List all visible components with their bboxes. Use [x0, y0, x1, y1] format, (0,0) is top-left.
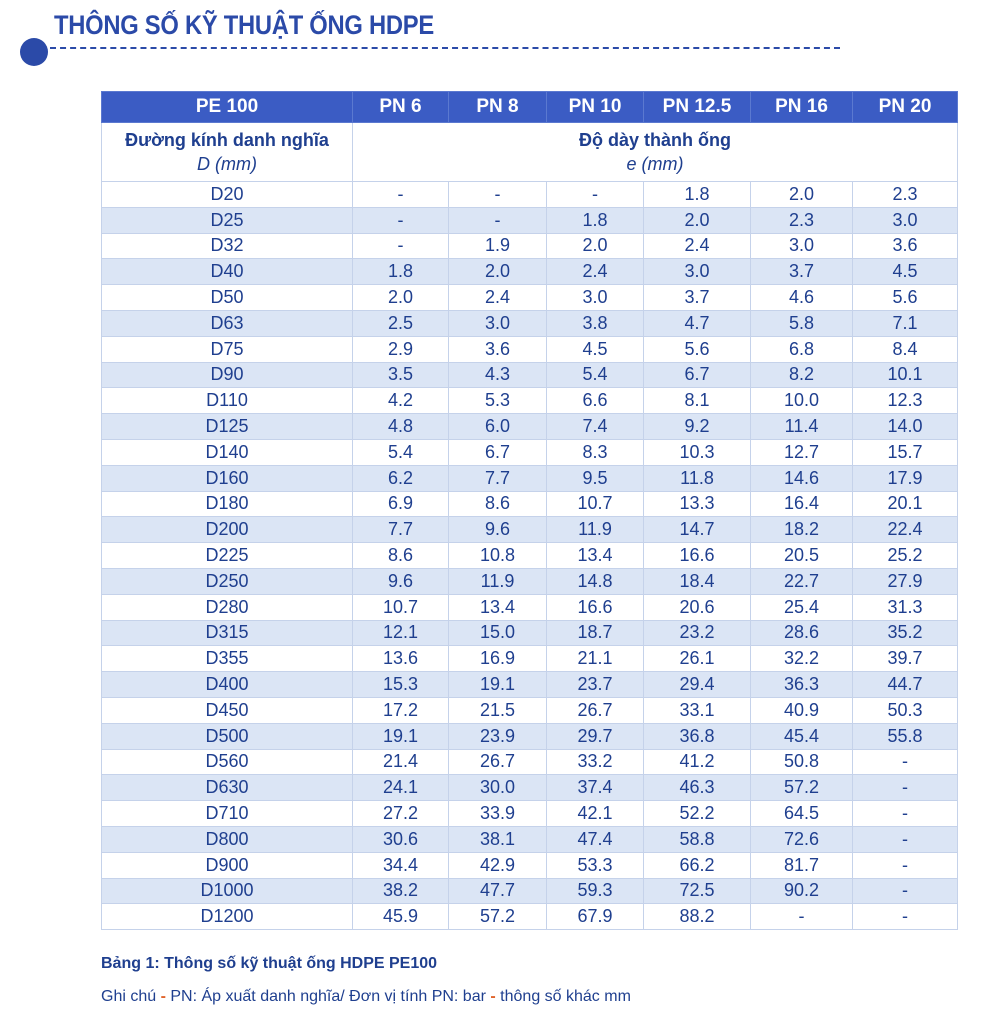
thickness-cell: - [547, 182, 644, 208]
thickness-cell: 3.0 [449, 310, 547, 336]
diameter-cell: D225 [102, 543, 353, 569]
diameter-cell: D25 [102, 207, 353, 233]
table-row [102, 646, 958, 672]
thickness-cell: 7.4 [547, 414, 644, 440]
table-row [102, 491, 958, 517]
thickness-cell: 42.1 [547, 801, 644, 827]
thickness-cell: 27.2 [353, 801, 449, 827]
table-row [102, 568, 958, 594]
thickness-cell: 24.1 [353, 775, 449, 801]
thickness-cell: 8.2 [751, 362, 853, 388]
thickness-cell: - [853, 801, 958, 827]
table-row [102, 259, 958, 285]
table-row [102, 362, 958, 388]
thickness-cell: 57.2 [751, 775, 853, 801]
thickness-cell: 32.2 [751, 646, 853, 672]
thickness-cell: 42.9 [449, 852, 547, 878]
thickness-cell: 8.6 [449, 491, 547, 517]
table-subheader-row [102, 123, 958, 182]
thickness-cell: 38.1 [449, 826, 547, 852]
thickness-cell: 10.1 [853, 362, 958, 388]
thickness-cell: 5.4 [353, 439, 449, 465]
diameter-cell: D75 [102, 336, 353, 362]
diameter-cell: D800 [102, 826, 353, 852]
thickness-cell: 14.8 [547, 568, 644, 594]
hdpe-spec-table [101, 91, 958, 930]
thickness-cell: - [449, 207, 547, 233]
pn-header: PN 20 [853, 92, 958, 123]
thickness-cell: 22.7 [751, 568, 853, 594]
thickness-cell: - [853, 904, 958, 930]
thickness-cell: 13.6 [353, 646, 449, 672]
diameter-cell: D50 [102, 285, 353, 311]
thickness-cell: 3.7 [644, 285, 751, 311]
thickness-cell: 29.4 [644, 672, 751, 698]
diameter-cell: D500 [102, 723, 353, 749]
thickness-cell: 31.3 [853, 594, 958, 620]
thickness-cell: 2.4 [644, 233, 751, 259]
table-row [102, 182, 958, 208]
diameter-cell: D200 [102, 517, 353, 543]
thickness-cell: 12.3 [853, 388, 958, 414]
thickness-cell: 33.2 [547, 749, 644, 775]
thickness-cell: 5.6 [644, 336, 751, 362]
table-header-row [102, 92, 958, 123]
table-row [102, 723, 958, 749]
thickness-cell: 19.1 [353, 723, 449, 749]
thickness-cell: 29.7 [547, 723, 644, 749]
material-header: PE 100 [102, 92, 353, 123]
thickness-cell: - [751, 904, 853, 930]
thickness-cell: 10.7 [353, 594, 449, 620]
thickness-cell: 16.9 [449, 646, 547, 672]
thickness-cell: 64.5 [751, 801, 853, 827]
thickness-cell: 9.6 [449, 517, 547, 543]
thickness-cell: 3.0 [547, 285, 644, 311]
thickness-cell: 26.1 [644, 646, 751, 672]
thickness-cell: 19.1 [449, 672, 547, 698]
thickness-cell: 2.0 [644, 207, 751, 233]
thickness-cell: 17.9 [853, 465, 958, 491]
thickness-cell: 22.4 [853, 517, 958, 543]
thickness-cell: 4.8 [353, 414, 449, 440]
thickness-cell: 23.9 [449, 723, 547, 749]
diameter-cell: D90 [102, 362, 353, 388]
table-row [102, 878, 958, 904]
thickness-cell: 5.4 [547, 362, 644, 388]
thickness-cell: 41.2 [644, 749, 751, 775]
thickness-unit: e (mm) [626, 154, 684, 174]
thickness-cell: 72.6 [751, 826, 853, 852]
thickness-cell: 33.9 [449, 801, 547, 827]
thickness-cell: 9.2 [644, 414, 751, 440]
thickness-cell: 46.3 [644, 775, 751, 801]
table-row [102, 233, 958, 259]
diameter-cell: D110 [102, 388, 353, 414]
thickness-cell: 1.9 [449, 233, 547, 259]
table-row [102, 672, 958, 698]
diameter-unit: D (mm) [197, 154, 257, 174]
thickness-cell: 2.3 [751, 207, 853, 233]
thickness-cell: 14.7 [644, 517, 751, 543]
thickness-cell: 4.6 [751, 285, 853, 311]
thickness-cell: 1.8 [353, 259, 449, 285]
thickness-cell: 3.0 [751, 233, 853, 259]
thickness-cell: 50.3 [853, 697, 958, 723]
thickness-cell: 18.7 [547, 620, 644, 646]
pn-header: PN 10 [547, 92, 644, 123]
diameter-cell: D450 [102, 697, 353, 723]
thickness-cell: 52.2 [644, 801, 751, 827]
thickness-cell: 10.8 [449, 543, 547, 569]
thickness-cell: 3.7 [751, 259, 853, 285]
thickness-cell: 37.4 [547, 775, 644, 801]
thickness-cell: 15.7 [853, 439, 958, 465]
table-row [102, 620, 958, 646]
thickness-cell: 2.0 [449, 259, 547, 285]
thickness-cell: 58.8 [644, 826, 751, 852]
title-underline [50, 47, 840, 49]
thickness-cell: - [353, 182, 449, 208]
thickness-cell: 66.2 [644, 852, 751, 878]
thickness-cell: 5.3 [449, 388, 547, 414]
thickness-cell: 15.3 [353, 672, 449, 698]
thickness-cell: 20.6 [644, 594, 751, 620]
table-row [102, 543, 958, 569]
thickness-cell: 7.7 [449, 465, 547, 491]
note-pn: PN: Áp xuất danh nghĩa/ Đơn vị tính PN: bar [170, 988, 486, 1005]
thickness-cell: 11.9 [449, 568, 547, 594]
thickness-cell: 3.6 [853, 233, 958, 259]
thickness-cell: 8.4 [853, 336, 958, 362]
table-row [102, 697, 958, 723]
thickness-cell: 4.3 [449, 362, 547, 388]
diameter-cell: D140 [102, 439, 353, 465]
thickness-cell: 88.2 [644, 904, 751, 930]
thickness-cell: 2.4 [547, 259, 644, 285]
thickness-cell: 2.3 [853, 182, 958, 208]
pn-header: PN 12.5 [644, 92, 751, 123]
diameter-cell: D900 [102, 852, 353, 878]
thickness-cell: 10.0 [751, 388, 853, 414]
table-row [102, 310, 958, 336]
thickness-cell: 3.8 [547, 310, 644, 336]
thickness-cell: 2.0 [547, 233, 644, 259]
thickness-cell: 25.2 [853, 543, 958, 569]
table-body [102, 182, 958, 930]
thickness-cell: 3.6 [449, 336, 547, 362]
thickness-cell: 72.5 [644, 878, 751, 904]
thickness-cell: 55.8 [853, 723, 958, 749]
thickness-cell: 4.5 [547, 336, 644, 362]
thickness-cell: 90.2 [751, 878, 853, 904]
diameter-cell: D315 [102, 620, 353, 646]
thickness-cell: 1.8 [644, 182, 751, 208]
thickness-cell: 36.3 [751, 672, 853, 698]
thickness-cell: 16.6 [547, 594, 644, 620]
thickness-cell: 23.7 [547, 672, 644, 698]
thickness-cell: 18.2 [751, 517, 853, 543]
thickness-cell: 30.0 [449, 775, 547, 801]
thickness-cell: - [853, 749, 958, 775]
note-other: thông số khác mm [500, 988, 631, 1005]
thickness-cell: 3.0 [853, 207, 958, 233]
diameter-cell: D125 [102, 414, 353, 440]
thickness-cell: 13.4 [547, 543, 644, 569]
thickness-cell: 2.4 [449, 285, 547, 311]
thickness-cell: 45.9 [353, 904, 449, 930]
thickness-cell: - [853, 878, 958, 904]
thickness-cell: 13.4 [449, 594, 547, 620]
thickness-cell: - [853, 826, 958, 852]
thickness-cell: 4.5 [853, 259, 958, 285]
thickness-cell: 6.2 [353, 465, 449, 491]
thickness-cell: 7.1 [853, 310, 958, 336]
diameter-cell: D280 [102, 594, 353, 620]
thickness-cell: 81.7 [751, 852, 853, 878]
thickness-cell: 26.7 [449, 749, 547, 775]
thickness-cell: 6.7 [644, 362, 751, 388]
thickness-cell: 25.4 [751, 594, 853, 620]
thickness-cell: 21.4 [353, 749, 449, 775]
diameter-cell: D20 [102, 182, 353, 208]
thickness-cell: 12.7 [751, 439, 853, 465]
thickness-cell: 18.4 [644, 568, 751, 594]
thickness-cell: 6.9 [353, 491, 449, 517]
table-row [102, 801, 958, 827]
pn-header: PN 6 [353, 92, 449, 123]
thickness-cell: 6.7 [449, 439, 547, 465]
thickness-header [353, 123, 958, 182]
thickness-cell: 3.0 [644, 259, 751, 285]
table-row [102, 517, 958, 543]
thickness-cell: 9.6 [353, 568, 449, 594]
thickness-cell: 36.8 [644, 723, 751, 749]
thickness-cell: 10.7 [547, 491, 644, 517]
thickness-label: Độ dày thành ống [579, 130, 731, 150]
table-row [102, 775, 958, 801]
thickness-cell: 2.0 [751, 182, 853, 208]
thickness-cell: 9.5 [547, 465, 644, 491]
diameter-label: Đường kính danh nghĩa [125, 130, 329, 150]
thickness-cell: 45.4 [751, 723, 853, 749]
bullet-dot-icon [20, 38, 48, 66]
thickness-cell: 11.9 [547, 517, 644, 543]
diameter-cell: D355 [102, 646, 353, 672]
thickness-cell: 11.4 [751, 414, 853, 440]
thickness-cell: 34.4 [353, 852, 449, 878]
diameter-cell: D1200 [102, 904, 353, 930]
thickness-cell: 17.2 [353, 697, 449, 723]
thickness-cell: - [449, 182, 547, 208]
thickness-cell: 14.0 [853, 414, 958, 440]
thickness-cell: 33.1 [644, 697, 751, 723]
diameter-cell: D710 [102, 801, 353, 827]
table-row [102, 414, 958, 440]
thickness-cell: 26.7 [547, 697, 644, 723]
thickness-cell: 6.0 [449, 414, 547, 440]
diameter-cell: D160 [102, 465, 353, 491]
thickness-cell: 57.2 [449, 904, 547, 930]
thickness-cell: 16.4 [751, 491, 853, 517]
thickness-cell: 8.1 [644, 388, 751, 414]
thickness-cell: 5.8 [751, 310, 853, 336]
note-label: Ghi chú [101, 988, 157, 1005]
thickness-cell: 12.1 [353, 620, 449, 646]
page-heading [20, 8, 840, 64]
thickness-cell: 14.6 [751, 465, 853, 491]
thickness-cell: 15.0 [449, 620, 547, 646]
thickness-cell: 8.3 [547, 439, 644, 465]
thickness-cell: 30.6 [353, 826, 449, 852]
table-row [102, 336, 958, 362]
thickness-cell: 1.8 [547, 207, 644, 233]
thickness-cell: 2.5 [353, 310, 449, 336]
thickness-cell: 21.1 [547, 646, 644, 672]
thickness-cell: 27.9 [853, 568, 958, 594]
thickness-cell: - [353, 233, 449, 259]
thickness-cell: 53.3 [547, 852, 644, 878]
thickness-cell: 6.6 [547, 388, 644, 414]
thickness-cell: 59.3 [547, 878, 644, 904]
thickness-cell: 40.9 [751, 697, 853, 723]
table-row [102, 207, 958, 233]
thickness-cell: 7.7 [353, 517, 449, 543]
thickness-cell: 13.3 [644, 491, 751, 517]
note-separator: - [490, 988, 496, 1005]
thickness-cell: 16.6 [644, 543, 751, 569]
table-row [102, 388, 958, 414]
thickness-cell: 4.2 [353, 388, 449, 414]
pn-header: PN 16 [751, 92, 853, 123]
thickness-cell: 44.7 [853, 672, 958, 698]
thickness-cell: 2.0 [353, 285, 449, 311]
pn-header: PN 8 [449, 92, 547, 123]
thickness-cell: 8.6 [353, 543, 449, 569]
note-separator: - [160, 988, 166, 1005]
page-title: THÔNG SỐ KỸ THUẬT ỐNG HDPE [54, 10, 434, 40]
diameter-cell: D630 [102, 775, 353, 801]
diameter-cell: D32 [102, 233, 353, 259]
thickness-cell: 20.5 [751, 543, 853, 569]
thickness-cell: 10.3 [644, 439, 751, 465]
table-row [102, 594, 958, 620]
diameter-cell: D250 [102, 568, 353, 594]
thickness-cell: 50.8 [751, 749, 853, 775]
thickness-cell: 23.2 [644, 620, 751, 646]
thickness-cell: 2.9 [353, 336, 449, 362]
table-caption: Bảng 1: Thông số kỹ thuật ống HDPE PE100 [101, 955, 438, 972]
diameter-header [102, 123, 353, 182]
table-row [102, 904, 958, 930]
thickness-cell: - [353, 207, 449, 233]
table-row [102, 439, 958, 465]
thickness-cell: 35.2 [853, 620, 958, 646]
diameter-cell: D1000 [102, 878, 353, 904]
thickness-cell: 28.6 [751, 620, 853, 646]
table-row [102, 465, 958, 491]
thickness-cell: 6.8 [751, 336, 853, 362]
thickness-cell: 20.1 [853, 491, 958, 517]
thickness-cell: 21.5 [449, 697, 547, 723]
diameter-cell: D40 [102, 259, 353, 285]
thickness-cell: 47.7 [449, 878, 547, 904]
thickness-cell: - [853, 852, 958, 878]
table-row [102, 852, 958, 878]
thickness-cell: 5.6 [853, 285, 958, 311]
table-row [102, 826, 958, 852]
thickness-cell: 39.7 [853, 646, 958, 672]
thickness-cell: - [853, 775, 958, 801]
table-row [102, 749, 958, 775]
thickness-cell: 11.8 [644, 465, 751, 491]
diameter-cell: D180 [102, 491, 353, 517]
diameter-cell: D400 [102, 672, 353, 698]
thickness-cell: 67.9 [547, 904, 644, 930]
table-note [101, 988, 631, 1006]
thickness-cell: 3.5 [353, 362, 449, 388]
diameter-cell: D560 [102, 749, 353, 775]
thickness-cell: 47.4 [547, 826, 644, 852]
thickness-cell: 38.2 [353, 878, 449, 904]
thickness-cell: 4.7 [644, 310, 751, 336]
diameter-cell: D63 [102, 310, 353, 336]
table-row [102, 285, 958, 311]
